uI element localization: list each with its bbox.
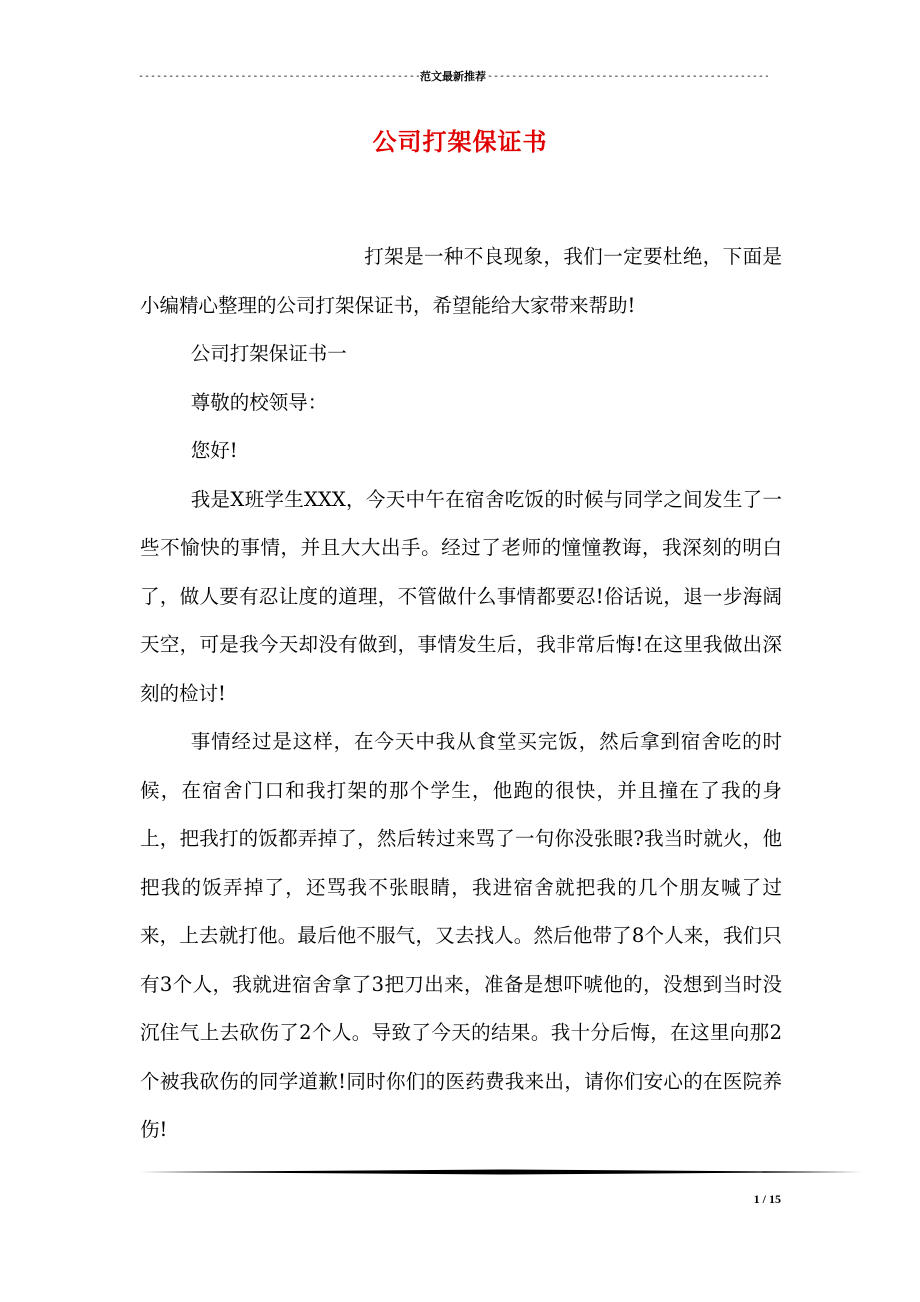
body-paragraph: 我是X班学生XXX，今天中午在宿舍吃饭的时候与同学之间发生了一些不愉快的事情，并且大大出手。经过了老师的憧憧教诲，我深刻的明白了，做人要有忍让度的道理，不管做什么事情都要忍!俗话说，退一步海阔天空，可是我今天却没有做到，事情发生后，我非常后悔!在这里我做出深刻的检讨! [140,487,782,705]
intro-paragraph: 打架是一种不良现象，我们一定要杜绝，下面是小编精心整理的公司打架保证书，希望能给大家带来帮助! [140,245,782,317]
header-dashes-left [138,71,419,82]
header-dashes-right [487,71,768,82]
section-heading: 公司打架保证书一 [190,342,347,365]
greeting: 您好! [190,439,238,462]
document-body [140,233,782,1155]
header-banner [138,68,768,84]
page-number: 1 / 15 [753,1192,781,1206]
body-paragraph: 事情经过是这样，在今天中我从食堂买完饭，然后拿到宿舍吃的时候，在宿舍门口和我打架的那个学生，他跑的很快，并且撞在了我的身上，把我打的饭都弄掉了，然后转过来骂了一句你没张眼?我当时就火，他把我的饭弄掉了，还骂我不张眼睛，我进宿舍就把我的几个朋友喊了过来，上去就打他。最后他不服气，又去找人。然后他带了8个人来，我们只有3个人，我就进宿舍拿了3把刀出来，准备是想吓唬他的，没想到当时没沉住气上去砍伤了2个人。导致了今天的结果。我十分后悔，在这里向那2个被我砍伤的同学道歉!同时你们的医药费我来出，请你们安心的在医院养伤! [140,730,782,1141]
footer-divider [140,1169,862,1175]
document-title: 公司打架保证书 [372,127,548,156]
header-label: 范文最新推荐 [420,70,486,83]
salutation: 尊敬的校领导： [190,390,328,414]
